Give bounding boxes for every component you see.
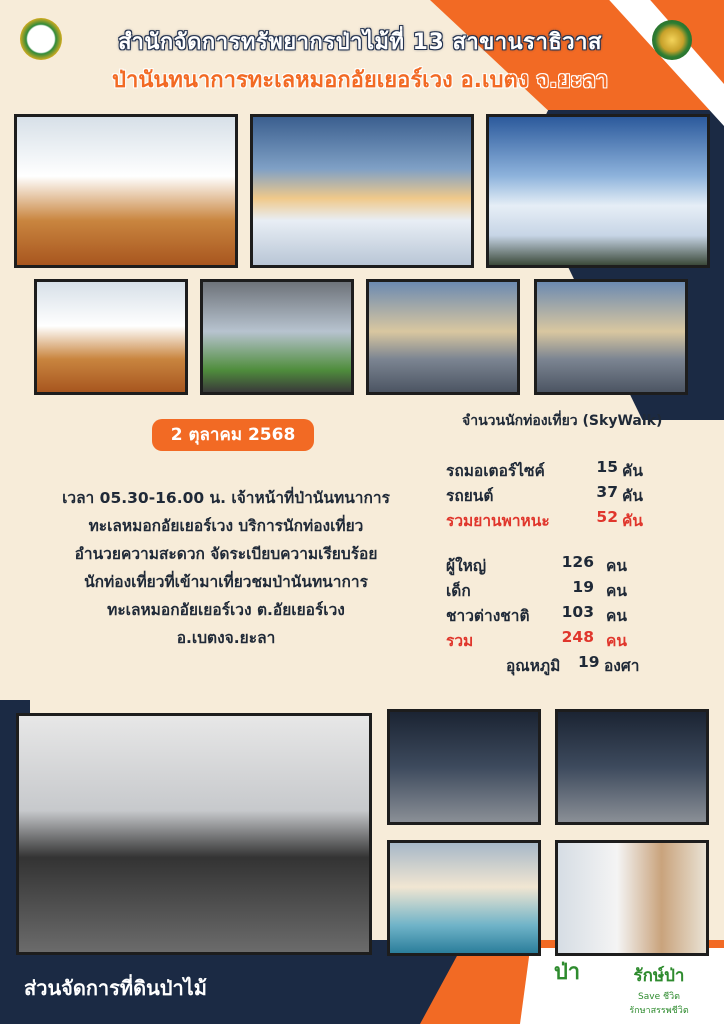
photo-visitors-waiting (16, 713, 372, 955)
stat-row-visitor-total (446, 628, 666, 652)
stat-label: ชาวต่างชาติ (446, 607, 530, 625)
photo-staff-checkpoint (387, 709, 541, 825)
photo-skywalk-interior (34, 279, 188, 395)
logo-sub-text: รักษาสรรพชีวิต (629, 1006, 689, 1016)
stat-row-temperature (506, 653, 686, 677)
stat-row-motorcycle (446, 458, 666, 482)
stat-label: รวม (446, 632, 474, 650)
photo-skywalk-corridor (200, 279, 354, 395)
description-text (16, 484, 436, 652)
stat-unit: คน (606, 632, 627, 650)
royal-emblem-icon (652, 20, 692, 60)
stat-label: เด็ก (446, 582, 471, 600)
logo-tag-text: Save ชีวิต (638, 992, 680, 1002)
stats-caption: จำนวนนักท่องเที่ยว (SkyWalk) (462, 413, 663, 429)
stat-unit: คัน (622, 462, 643, 480)
page-subtitle: ป่านันทนาการทะเลหมอกอัยเยอร์เวง อ.เบตง จ.ยะลา (112, 68, 608, 93)
stat-row-vehicle-total (446, 508, 666, 532)
stat-unit: คน (606, 607, 627, 625)
stat-label: รถมอเตอร์ไซค์ (446, 462, 545, 480)
stat-value: 248 (561, 628, 594, 646)
photo-glass-skywalk (387, 840, 541, 956)
date-badge: 2 ตุลาคม 2568 (152, 419, 314, 451)
forest-dept-emblem-icon (20, 18, 62, 60)
stat-value: 103 (561, 603, 594, 621)
description-line: อำนวยความสะดวก จัดระเบียบความเรียบร้อย (74, 545, 378, 563)
description-line: ทะเลหมอกอัยเยอร์เวง บริการนักท่องเที่ยว (88, 517, 364, 535)
stat-label: รวมยานพาหนะ (446, 512, 550, 530)
stat-value: 52 (596, 508, 618, 526)
photo-deck-sunrise (534, 279, 688, 395)
photo-viewing-deck (366, 279, 520, 395)
stat-value: 15 (596, 458, 618, 476)
stat-label: ผู้ใหญ่ (446, 557, 487, 575)
stat-label: รถยนต์ (446, 487, 494, 505)
save-forest-logo-icon (604, 962, 714, 1016)
stat-value: 126 (561, 553, 594, 571)
stat-row-car (446, 483, 666, 507)
description-line: นักท่องเที่ยวที่เข้ามาเที่ยวชมป่านันทนาการ (84, 573, 368, 591)
stat-row-foreigners (446, 603, 666, 627)
footer-department: ส่วนจัดการที่ดินป่าไม้ (24, 976, 207, 1000)
photo-vehicle-parking (555, 709, 709, 825)
stat-label: อุณหภูมิ (506, 657, 561, 675)
stat-unit: คัน (622, 512, 643, 530)
description-line: อ.เบตงจ.ยะลา (176, 629, 276, 647)
page-title: สำนักจัดการทรัพยากรป่าไม้ที่ 13 สาขานราธิวาส (118, 30, 602, 55)
stat-value: 37 (596, 483, 618, 501)
description-line: ทะเลหมอกอัยเยอร์เวง ต.อัยเยอร์เวง (107, 601, 345, 619)
forest-logo-icon (532, 960, 602, 1008)
logo-main-text: รักษ์ป่า (633, 966, 685, 986)
stat-unit: คน (606, 582, 627, 600)
photo-sea-of-mist (486, 114, 710, 268)
photo-entrance (555, 840, 709, 956)
stat-value: 19 (578, 653, 600, 671)
description-line: เวลา 05.30-16.00 น. เจ้าหน้าที่ป่านันทนาการ (62, 489, 390, 507)
stat-row-adults (446, 553, 666, 577)
stat-unit: องศา (604, 657, 640, 675)
photo-visitors-skywalk (14, 114, 238, 268)
stat-unit: คัน (622, 487, 643, 505)
stat-value: 19 (572, 578, 594, 596)
photo-sunrise-mist (250, 114, 474, 268)
logo-text: ป่า (553, 960, 581, 985)
stat-row-children (446, 578, 666, 602)
stat-unit: คน (606, 557, 627, 575)
